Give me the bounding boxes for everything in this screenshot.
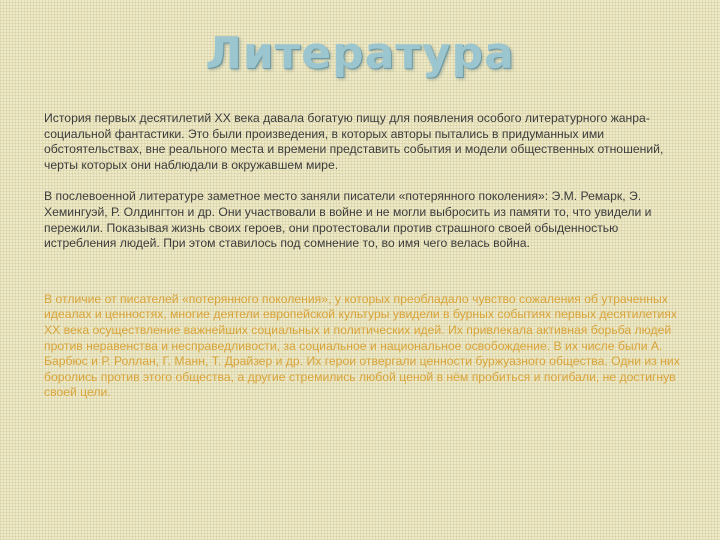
- paragraph-european-culture: В отличие от писателей «потерянного поколения», у которых преобладало чувство сожаления об утраченных идеалах и ценностях, многие деятели европейской культуры увидели в бурных событиях первых десятилетиях XX века осуществление важнейших социальных и политических идей. Их привлекала активная борьба людей против неравенства и несправедливости, за социальное и национальное освобождение. В их числе были А. Барбюс и Р. Роллан, Г. Манн, Т. Драйзер и др. Их герои отвергали ценности буржуазного общества. Одни из них боролись против этого общества, а другие стремились любой ценой в нём пробиться и погибали, не достигнув своей цели.: [44, 291, 680, 400]
- slide-title: Литература: [205, 28, 515, 79]
- slide-body: [44, 111, 686, 401]
- paragraph-lost-generation: В послевоенной литературе заметное место заняли писатели «потерянного поколения»: Э.М. Ремарк, Э. Хемингуэй, Р. Олдингтон и др. Они участвовали в войне и не могли выбросить из памяти то, что увидели и пережили. Показывая жизнь своих героев, они протестовали против страшного своей обыденностью истребления людей. При этом ставилось под сомнение то, во имя чего велась война.: [44, 189, 652, 251]
- paragraph-social-fiction: История первых десятилетий XX века давала богатую пищу для появления особого литературного жанра- социальной фантастики. Это были произведения, в которых авторы пытались в придуманных ими обстоятельствах, вне реального места и времени представить события и модели общественных отношений, черты которых они наблюдали в окружавшем мире.: [44, 111, 664, 172]
